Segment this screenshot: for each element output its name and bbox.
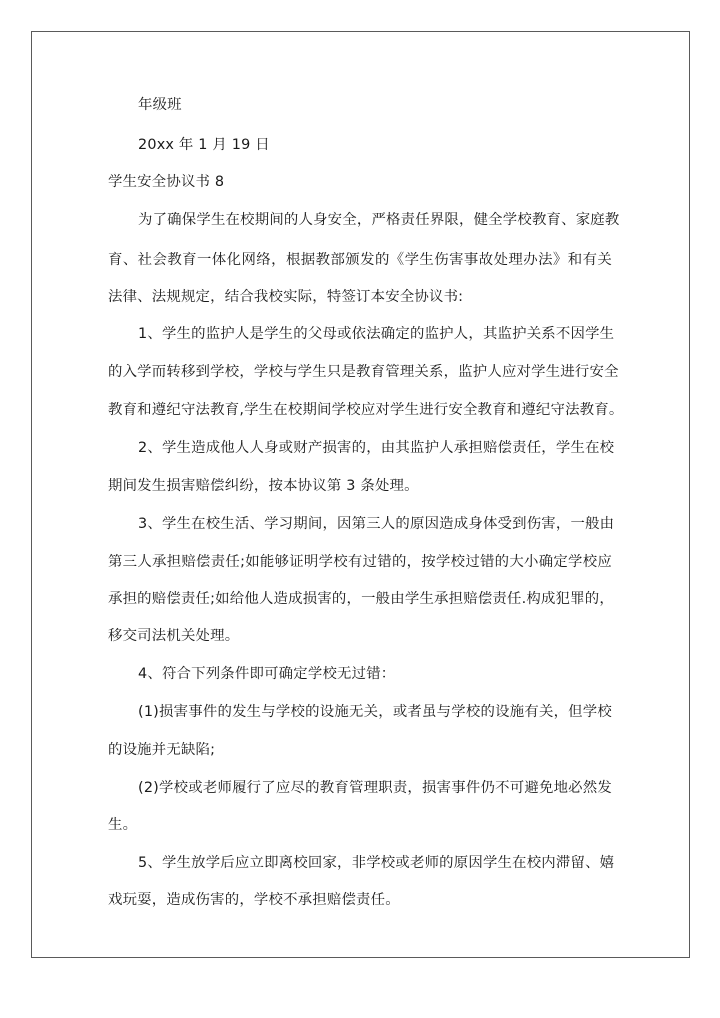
paragraph-line: 期间发生损害赔偿纠纷，按本协议第 3 条处理。 [108, 478, 419, 494]
paragraph-line: 的入学而转移到学校，学校与学生只是教育管理关系，监护人应对学生进行安全 [108, 364, 619, 380]
paragraph-line: 生。 [108, 817, 138, 833]
paragraph-line: 教育和遵纪守法教育,学生在校期间学校应对学生进行安全教育和遵纪守法教育。 [108, 402, 624, 418]
paragraph-line: 1、学生的监护人是学生的父母或依法确定的监护人，其监护关系不因学生 [138, 326, 615, 342]
paragraph-line: 承担的赔偿责任;如给他人造成损害的，一般由学生承担赔偿责任.构成犯罪的， [108, 591, 614, 607]
paragraph-line: 的设施并无缺陷; [108, 742, 216, 758]
paragraph-line: 戏玩耍，造成伤害的，学校不承担赔偿责任。 [108, 892, 400, 908]
paragraph-line: 移交司法机关处理。 [108, 628, 240, 644]
paragraph-line: 2、学生造成他人人身或财产损害的，由其监护人承担赔偿责任，学生在校 [138, 440, 615, 456]
paragraph-line: 为了确保学生在校期间的人身安全，严格责任界限，健全学校教育、家庭教 [138, 212, 620, 228]
class-line: 年级班 [138, 97, 182, 113]
paragraph-line: 第三人承担赔偿责任;如能够证明学校有过错的，按学校过错的大小确定学校应 [108, 554, 612, 570]
paragraph-line: 育、社会教育一体化网络，根据教部颁发的《学生伤害事故处理办法》和有关 [108, 252, 612, 268]
date-line: 20xx 年 1 月 19 日 [138, 137, 270, 153]
clause-4: 4、符合下列条件即可确定学校无过错： [138, 666, 396, 682]
paragraph-line: 法律、法规规定，结合我校实际，特签订本安全协议书: [108, 289, 464, 305]
document-title: 学生安全协议书 8 [108, 174, 225, 190]
paragraph-line: 5、学生放学后应立即离校回家，非学校或老师的原因学生在校内滞留、嬉 [138, 855, 615, 871]
paragraph-line: (2)学校或老师履行了应尽的教育管理职责，损害事件仍不可避免地必然发 [138, 780, 612, 796]
paragraph-line: 3、学生在校生活、学习期间，因第三人的原因造成身体受到伤害，一般由 [138, 516, 615, 532]
paragraph-line: (1)损害事件的发生与学校的设施无关，或者虽与学校的设施有关，但学校 [138, 704, 612, 720]
